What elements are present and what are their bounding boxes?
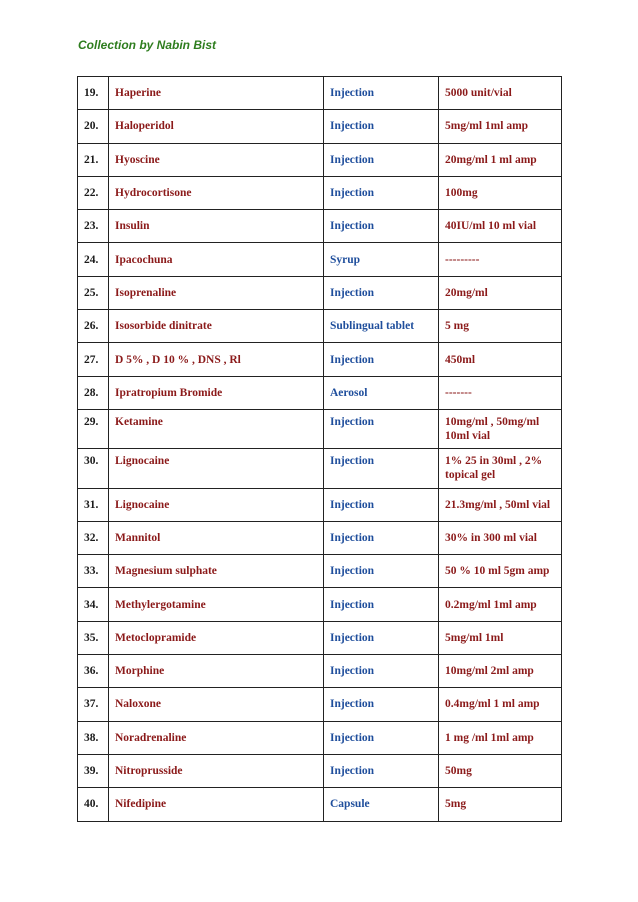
row-number: 21. (78, 143, 109, 176)
drug-form: Injection (324, 588, 439, 621)
drug-name: Lignocaine (109, 488, 324, 521)
row-number: 27. (78, 343, 109, 376)
drug-name: Magnesium sulphate (109, 555, 324, 588)
table-row (78, 110, 562, 143)
drug-name: Hyoscine (109, 143, 324, 176)
row-number: 28. (78, 376, 109, 409)
drug-name: Naloxone (109, 688, 324, 721)
drug-form: Injection (324, 621, 439, 654)
table-row (78, 555, 562, 588)
drug-dose: 20mg/ml (439, 276, 562, 309)
drug-dose: 100mg (439, 176, 562, 209)
drug-form: Syrup (324, 243, 439, 276)
row-number: 34. (78, 588, 109, 621)
drug-form: Injection (324, 409, 439, 448)
table-row (78, 210, 562, 243)
drug-form: Capsule (324, 788, 439, 821)
drug-name: D 5% , D 10 % , DNS , Rl (109, 343, 324, 376)
drug-name: Morphine (109, 655, 324, 688)
drug-name: Nifedipine (109, 788, 324, 821)
drug-dose: 0.4mg/ml 1 ml amp (439, 688, 562, 721)
table-row (78, 688, 562, 721)
drug-dose: 20mg/ml 1 ml amp (439, 143, 562, 176)
drug-dose: 30% in 300 ml vial (439, 521, 562, 554)
table-row (78, 343, 562, 376)
table-row (78, 376, 562, 409)
drug-name: Hydrocortisone (109, 176, 324, 209)
table-row (78, 449, 562, 488)
drug-dose: 1 mg /ml 1ml amp (439, 721, 562, 754)
table-row (78, 409, 562, 448)
row-number: 25. (78, 276, 109, 309)
row-number: 33. (78, 555, 109, 588)
drug-name: Ipratropium Bromide (109, 376, 324, 409)
drug-form: Injection (324, 721, 439, 754)
drug-dose: 5000 unit/vial (439, 77, 562, 110)
row-number: 31. (78, 488, 109, 521)
table-row (78, 754, 562, 787)
row-number: 26. (78, 310, 109, 343)
drug-name: Haperine (109, 77, 324, 110)
table-row (78, 143, 562, 176)
drug-dose: 10mg/ml , 50mg/ml 10ml vial (439, 409, 562, 448)
drug-dose: 5mg/ml 1ml amp (439, 110, 562, 143)
row-number: 24. (78, 243, 109, 276)
row-number: 32. (78, 521, 109, 554)
drug-form: Injection (324, 488, 439, 521)
drug-name: Lignocaine (109, 449, 324, 488)
table-row (78, 176, 562, 209)
drug-form: Injection (324, 449, 439, 488)
table-row (78, 310, 562, 343)
drug-name: Isosorbide dinitrate (109, 310, 324, 343)
drug-form: Injection (324, 143, 439, 176)
drug-form: Injection (324, 521, 439, 554)
table-row (78, 588, 562, 621)
drug-name: Methylergotamine (109, 588, 324, 621)
row-number: 40. (78, 788, 109, 821)
table-row (78, 276, 562, 309)
drug-name: Noradrenaline (109, 721, 324, 754)
drug-form: Injection (324, 688, 439, 721)
drug-form: Injection (324, 210, 439, 243)
drug-form: Injection (324, 754, 439, 787)
drug-table (77, 76, 562, 822)
drug-form: Injection (324, 655, 439, 688)
drug-name: Ipacochuna (109, 243, 324, 276)
drug-dose: 50mg (439, 754, 562, 787)
row-number: 23. (78, 210, 109, 243)
drug-form: Injection (324, 176, 439, 209)
row-number: 37. (78, 688, 109, 721)
drug-name: Nitroprusside (109, 754, 324, 787)
row-number: 29. (78, 409, 109, 448)
row-number: 22. (78, 176, 109, 209)
drug-name: Mannitol (109, 521, 324, 554)
drug-name: Haloperidol (109, 110, 324, 143)
drug-dose: 5 mg (439, 310, 562, 343)
drug-dose: 1% 25 in 30ml , 2% topical gel (439, 449, 562, 488)
row-number: 30. (78, 449, 109, 488)
drug-name: Isoprenaline (109, 276, 324, 309)
drug-dose: 10mg/ml 2ml amp (439, 655, 562, 688)
drug-dose: 21.3mg/ml , 50ml vial (439, 488, 562, 521)
table-row (78, 77, 562, 110)
drug-form: Injection (324, 110, 439, 143)
table-row (78, 488, 562, 521)
drug-form: Aerosol (324, 376, 439, 409)
row-number: 20. (78, 110, 109, 143)
page-header: Collection by Nabin Bist (78, 38, 217, 52)
drug-dose: 5mg (439, 788, 562, 821)
table-row (78, 621, 562, 654)
row-number: 19. (78, 77, 109, 110)
drug-form: Injection (324, 343, 439, 376)
row-number: 36. (78, 655, 109, 688)
drug-form: Injection (324, 276, 439, 309)
drug-dose: 50 % 10 ml 5gm amp (439, 555, 562, 588)
drug-name: Insulin (109, 210, 324, 243)
row-number: 38. (78, 721, 109, 754)
table-row (78, 655, 562, 688)
table-row (78, 788, 562, 821)
table-row (78, 521, 562, 554)
drug-dose: ------- (439, 376, 562, 409)
drug-dose: 5mg/ml 1ml (439, 621, 562, 654)
drug-form: Sublingual tablet (324, 310, 439, 343)
drug-form: Injection (324, 555, 439, 588)
table-row (78, 243, 562, 276)
drug-dose: 40IU/ml 10 ml vial (439, 210, 562, 243)
drug-dose: 450ml (439, 343, 562, 376)
drug-form: Injection (324, 77, 439, 110)
drug-name: Ketamine (109, 409, 324, 448)
row-number: 35. (78, 621, 109, 654)
drug-dose: --------- (439, 243, 562, 276)
row-number: 39. (78, 754, 109, 787)
drug-dose: 0.2mg/ml 1ml amp (439, 588, 562, 621)
table-row (78, 721, 562, 754)
drug-name: Metoclopramide (109, 621, 324, 654)
